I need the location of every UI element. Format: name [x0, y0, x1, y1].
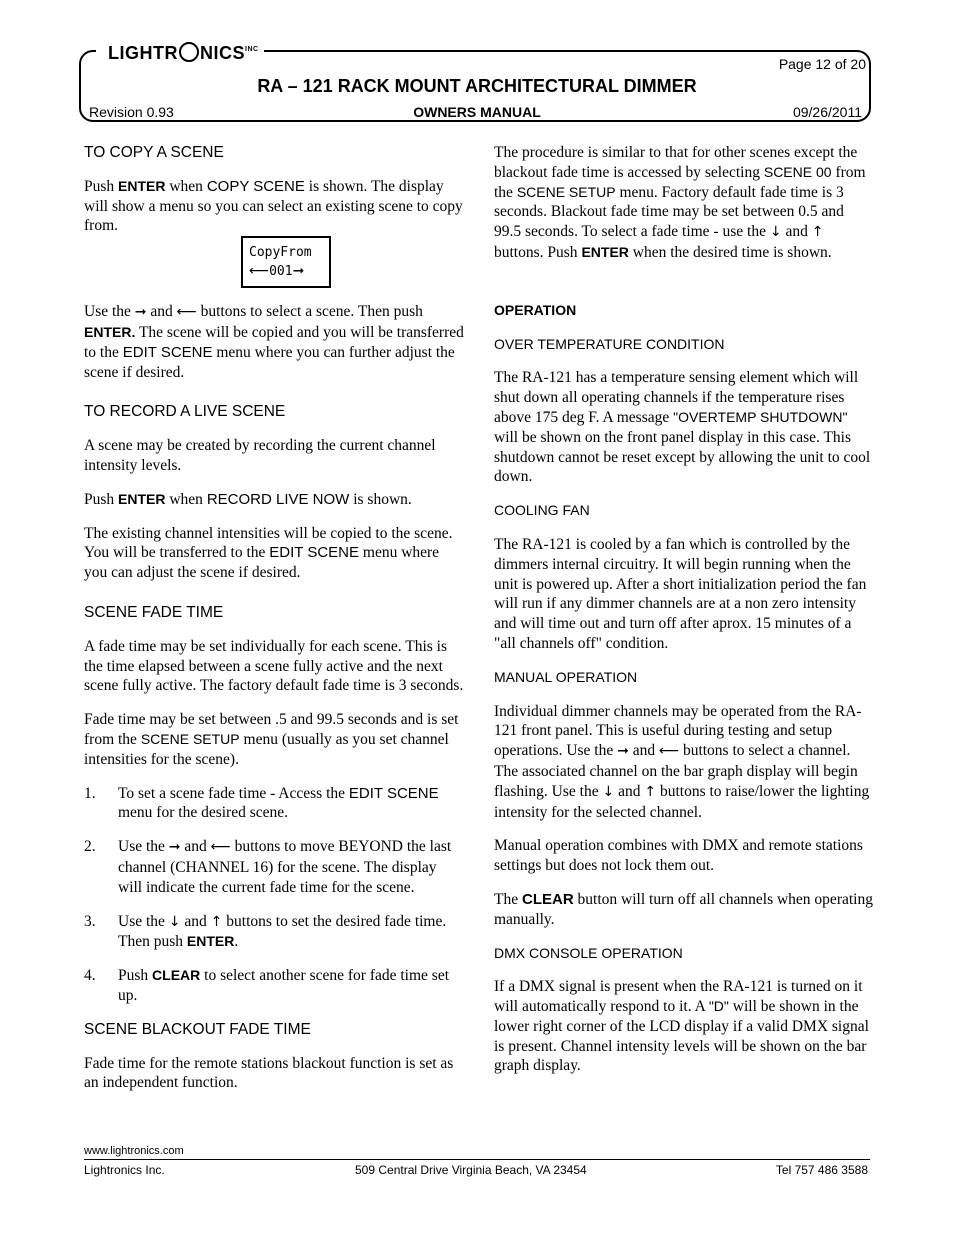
- manual-paragraph-3: The CLEAR button will turn off all channels when operating manually.: [494, 890, 873, 928]
- footer-company: Lightronics Inc.: [84, 1163, 165, 1177]
- left-arrow-icon: ⟵: [658, 743, 680, 760]
- cooling-fan-paragraph: The RA-121 is cooled by a fan which is controlled by the dimmers internal circuitry. It will begin running when the unit is powered up. After a short initialization period the fan will run if any dimmer channels are at a non zero intensity and will time out and turn off after aprox. 15 minutes of a "all channels off" condition.: [494, 535, 867, 652]
- logo-ring-icon: [179, 42, 199, 62]
- copy-scene-paragraph-1: Push ENTER when COPY SCENE is shown. The display will show a menu so you can select an existing scene to copy from.: [84, 177, 463, 235]
- right-arrow-icon: ➞: [168, 839, 181, 856]
- section-heading-over-temperature: OVER TEMPERATURE CONDITION: [494, 335, 725, 352]
- dmx-paragraph: If a DMX signal is present when the RA-121 is turned on it will automatically respond to it. A "D" will be shown in the lower right corner of the LCD display if a valid DMX signal is present. Channel intensity levels will be shown on the bar graph display.: [494, 978, 869, 1075]
- record-paragraph-2: Push ENTER when RECORD LIVE NOW is shown.: [84, 490, 412, 508]
- lcd-line-2: ⟵001➞: [249, 263, 305, 280]
- logo-text-left: LIGHTR: [108, 43, 178, 63]
- copy-scene-paragraph-2: Use the ➞ and ⟵ buttons to select a scene. Then push ENTER. The scene will be copied and you will be transferred to the EDIT SCENE menu where you can further adjust the scene if desired.: [84, 303, 464, 381]
- section-heading-copy-scene: TO COPY A SCENE: [84, 144, 224, 161]
- overtemp-paragraph: The RA-121 has a temperature sensing element which will shut down all operating channels if the temperature rises above 175 deg F. A message "OVERTEMP SHUTDOWN" will be shown on the front panel display in this case. This shutdown cannot be reset except by allowing the unit to cool down.: [494, 369, 871, 486]
- logo-text-right: NICS: [200, 43, 246, 63]
- fade-paragraph-2: Fade time may be set between .5 and 99.5 seconds and is set from the SCENE SETUP menu (usually as you set channel intensities for the scene).: [84, 711, 459, 768]
- fade-paragraph-1: A fade time may be set individually for each scene. This is the time elapsed between a scene fully active and the next scene fully active. The factory default fade time is 3 seconds.: [84, 637, 464, 695]
- down-arrow-icon: ↓: [168, 913, 181, 930]
- blackout-paragraph-1: Fade time for the remote stations blackout function is set as an independent function.: [84, 1054, 454, 1092]
- footer-url: www.lightronics.com: [84, 1145, 184, 1157]
- right-arrow-icon: ➞: [134, 304, 147, 321]
- page-number: Page 12 of 20: [778, 56, 866, 72]
- list-item: 4. Push CLEAR to select another scene for fade time set up.: [84, 967, 450, 1004]
- left-column: [84, 143, 464, 1107]
- left-arrow-icon: ⟵: [249, 263, 270, 280]
- lightronics-logo: [108, 42, 259, 64]
- document-date: 09/26/2011: [792, 104, 862, 120]
- manual-subtitle: OWNERS MANUAL: [413, 104, 541, 120]
- logo-inc-mark: INC: [245, 46, 259, 53]
- up-arrow-icon: ↑: [644, 783, 657, 800]
- section-heading-operation: OPERATION: [494, 301, 577, 318]
- down-arrow-icon: ↓: [602, 783, 615, 800]
- right-column: [494, 143, 874, 1090]
- section-heading-blackout-fade: SCENE BLACKOUT FADE TIME: [84, 1020, 311, 1038]
- document-title: RA – 121 RACK MOUNT ARCHITECTURAL DIMMER: [257, 76, 697, 96]
- footer-address: 509 Central Drive Virginia Beach, VA 23454: [355, 1163, 587, 1177]
- section-heading-record-live: TO RECORD A LIVE SCENE: [84, 403, 286, 421]
- manual-paragraph-2: Manual operation combines with DMX and remote stations settings but does not lock them out.: [494, 837, 863, 875]
- left-arrow-icon: ⟵: [210, 839, 231, 856]
- footer-telephone: Tel 757 486 3588: [775, 1163, 868, 1177]
- list-item: 3. Use the ↓ and ↑ buttons to set the desired fade time. Then push ENTER.: [84, 912, 447, 951]
- left-arrow-icon: ⟵: [176, 304, 197, 321]
- section-heading-dmx-console: DMX CONSOLE OPERATION: [494, 944, 683, 961]
- manual-paragraph-1: Individual dimmer channels may be operated from the RA-121 front panel. This is useful during testing and setup operations. Use the ➞ and ⟵ buttons to select a channel. The associated channel on the bar graph display will begin flashing. Use the ↓ and ↑ buttons to raise/lower the lighting intensity for the selected channel.: [494, 702, 870, 821]
- record-paragraph-1: A scene may be created by recording the current channel intensity levels.: [84, 437, 436, 474]
- list-item: 2. Use the ➞ and ⟵ buttons to move BEYOND the last channel (CHANNEL 16) for the scene. The display will indicate the current fade time for the scene.: [84, 838, 452, 896]
- up-arrow-icon: ↑: [210, 913, 223, 930]
- down-arrow-icon: ↓: [769, 224, 782, 241]
- lcd-line-1: CopyFrom: [249, 245, 312, 261]
- lcd-display-copyfrom: [241, 236, 331, 288]
- list-item: 1. To set a scene fade time - Access the EDIT SCENE menu for the desired scene.: [84, 784, 439, 822]
- right-arrow-icon: ➞: [292, 263, 305, 280]
- section-heading-scene-fade: SCENE FADE TIME: [84, 603, 224, 621]
- blackout-paragraph-2: The procedure is similar to that for other scenes except the blackout fade time is accessed by selecting SCENE 00 from the SCENE SETUP menu. Factory default fade time is 3 seconds. Blackout fade time may be set between 0.5 and 99.5 seconds. To select a fade time - use the ↓ and ↑ buttons. Push ENTER when the desired time is shown.: [494, 144, 866, 261]
- section-heading-manual-operation: MANUAL OPERATION: [494, 668, 638, 685]
- record-paragraph-3: The existing channel intensities will be copied to the scene. You will be transferred to the EDIT SCENE menu where you can adjust the scene if desired.: [84, 524, 453, 582]
- revision-label: Revision 0.93: [89, 104, 174, 120]
- section-heading-cooling-fan: COOLING FAN: [494, 502, 590, 519]
- up-arrow-icon: ↑: [811, 224, 824, 241]
- footer-divider: [84, 1159, 870, 1160]
- right-arrow-icon: ➞: [617, 743, 629, 760]
